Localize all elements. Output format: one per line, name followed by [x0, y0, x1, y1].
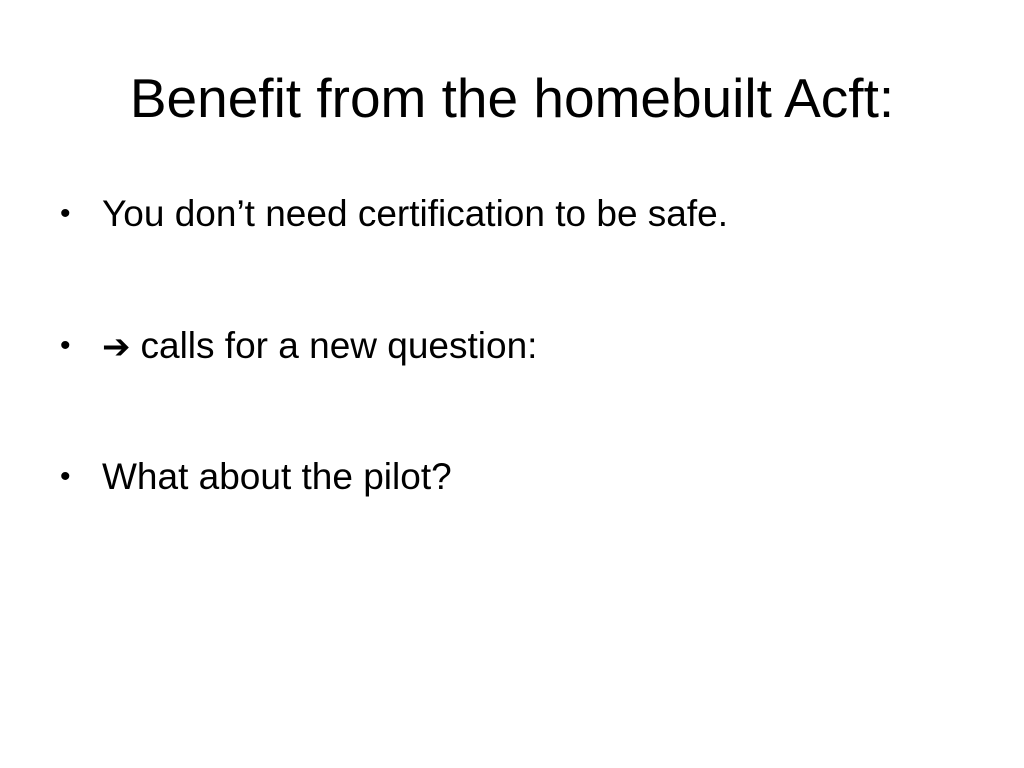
arrow-right-icon: ➔: [102, 328, 131, 366]
slide-title: Benefit from the homebuilt Acft:: [129, 67, 895, 129]
bullet-item: [60, 190, 980, 238]
bullet-text: What about the pilot?: [102, 456, 452, 497]
bullet-dot-icon: •: [60, 329, 71, 362]
bullet-text: calls for a new question:: [140, 325, 538, 366]
bullet-item: [60, 453, 980, 501]
bullet-text: You don’t need certification to be safe.: [102, 193, 729, 234]
bullet-dot-icon: •: [60, 460, 71, 493]
bullet-item: [60, 322, 980, 371]
bullet-dot-icon: •: [60, 197, 71, 230]
